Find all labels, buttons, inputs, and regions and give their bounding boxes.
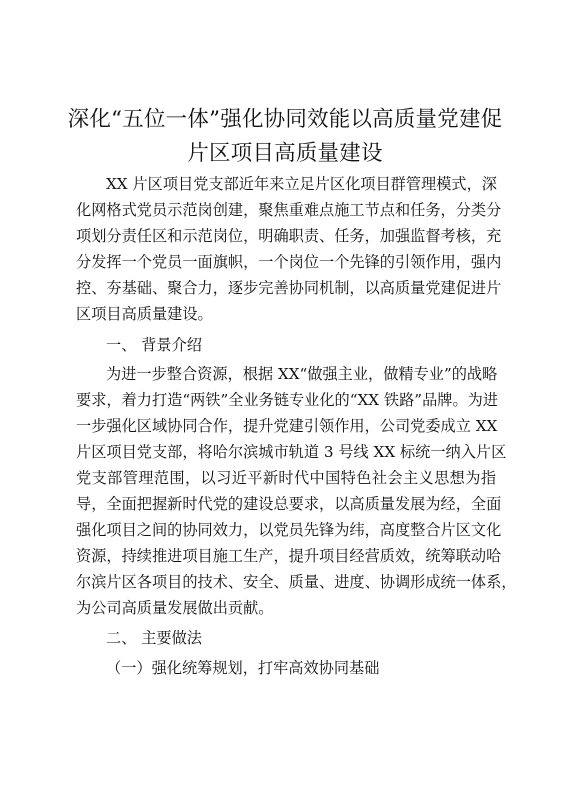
intro-paragraph-line: 区项目高质量建设。 (76, 305, 213, 323)
background-paragraph-line: 资源，持续推进项目施工生产，提升项目经营质效，统筹联动哈 (76, 547, 502, 565)
background-paragraph-line: 党支部管理范围，以习近平新时代中国特色社会主义思想为指 (76, 469, 496, 487)
background-paragraph-line: 片区项目党支部，将哈尔滨城市轨道 3 号线 XX 标统一纳入片区 (76, 443, 507, 461)
document-title-line-2: 片区项目高质量建设 (187, 141, 383, 166)
background-paragraph-line: 强化项目之间的协同效力，以党员先锋为纬，高度整合片区文化 (76, 521, 502, 539)
background-paragraph-line: 为进一步整合资源，根据 XX“做强主业，做精专业”的战略 (106, 365, 498, 383)
intro-paragraph-line: 控、夯基础、聚合力，逐步完善协同机制，以高质量党建促进片 (76, 279, 502, 297)
intro-paragraph-line: 项划分责任区和示范岗位，明确职责、任务，加强监督考核，充 (76, 227, 502, 245)
intro-paragraph-line: 化网格式党员示范岗创建，聚焦重难点施工节点和任务，分类分 (76, 201, 502, 219)
subsection-heading: （一）强化统筹规划，打牢高效协同基础 (106, 659, 380, 677)
section-heading-main-practices: 二、 主要做法 (106, 629, 202, 647)
intro-paragraph-line: XX 片区项目党支部近年来立足片区化项目群管理模式，深 (106, 175, 497, 193)
document-title-line-1: 深化“五位一体”强化协同效能以高质量党建促 (67, 107, 503, 132)
background-paragraph-line: 要求，着力打造“两铁”全业务链专业化的“XX 铁路”品牌。为进 (76, 391, 499, 409)
intro-paragraph-line: 分发挥一个党员一面旗帜，一个岗位一个先锋的引领作用，强内 (76, 253, 502, 271)
section-heading-background: 一、 背景介绍 (106, 336, 202, 354)
background-paragraph-line: 尔滨片区各项目的技术、安全、质量、进度、协调形成统一体系， (76, 573, 517, 591)
background-paragraph-line: 为公司高质量发展做出贡献。 (76, 599, 274, 617)
background-paragraph-line: 一步强化区域协同合作，提升党建引领作用，公司党委成立 XX (76, 417, 498, 435)
background-paragraph-line: 导，全面把握新时代党的建设总要求，以高质量发展为经，全面 (76, 495, 502, 513)
